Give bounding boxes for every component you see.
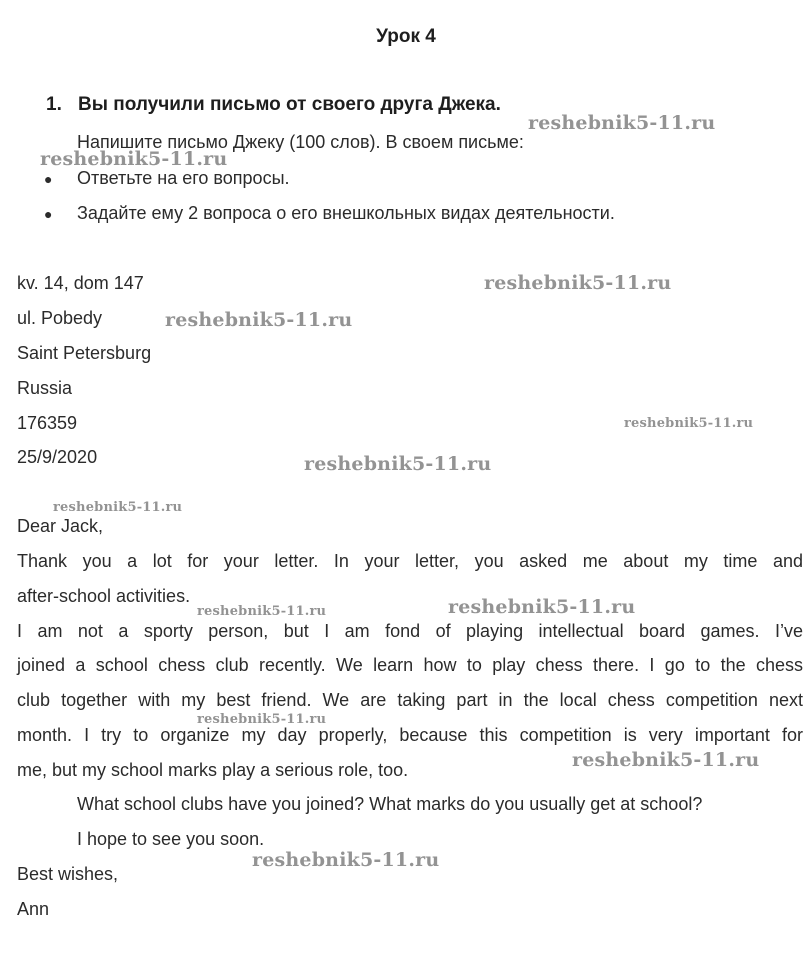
letter-line: joined a school chess club recently. We learn how to play chess there. I go to the chess (17, 655, 803, 675)
letter-line: club together with my best friend. We are taking part in the local chess competition next (17, 690, 803, 710)
letter-line: after-school activities. (17, 586, 191, 606)
letter-signature: Ann (17, 899, 50, 919)
letter-line: month. I try to organize my day properly, because this competition is very important for (17, 725, 803, 745)
task-instruction: Напишите письмо Джеку (100 слов). В своем письме: (77, 132, 524, 152)
bullet-icon: ● (44, 171, 53, 187)
task-bullet-2: Задайте ему 2 вопроса о его внешкольных видах деятельности. (77, 203, 615, 223)
watermark: reshebnik5-11.ru (252, 849, 440, 871)
letter-line: I hope to see you soon. (77, 829, 265, 849)
letter-closing: Best wishes, (17, 864, 119, 884)
letter-line: Thank you a lot for your letter. In your letter, you asked me about my time and (17, 551, 803, 571)
watermark: reshebnik5-11.ru (448, 596, 636, 618)
letter-greeting: Dear Jack, (17, 516, 104, 536)
watermark: reshebnik5-11.ru (624, 416, 754, 431)
letter-questions: What school clubs have you joined? What marks do you usually get at school? (77, 794, 703, 814)
watermark: reshebnik5-11.ru (572, 749, 760, 771)
letter-line: I am not a sporty person, but I am fond of playing intellectual board games. I’ve (17, 621, 803, 641)
address-line: ul. Pobedy (17, 308, 103, 328)
watermark: reshebnik5-11.ru (528, 112, 716, 134)
task-heading-text: Вы получили письмо от своего друга Джека. (78, 94, 501, 115)
watermark: reshebnik5-11.ru (197, 604, 327, 619)
watermark: reshebnik5-11.ru (165, 309, 353, 331)
address-line: kv. 14, dom 147 (17, 273, 144, 293)
page-title: Урок 4 (376, 26, 436, 47)
watermark: reshebnik5-11.ru (484, 272, 672, 294)
bullet-icon: ● (44, 206, 53, 222)
letter-line: me, but my school marks play a serious role, too. (17, 760, 409, 780)
watermark: reshebnik5-11.ru (53, 500, 183, 515)
watermark: reshebnik5-11.ru (304, 453, 492, 475)
task-bullet-1: Ответьте на его вопросы. (77, 168, 290, 188)
address-line: Russia (17, 378, 73, 398)
address-line: Saint Petersburg (17, 343, 152, 363)
watermark: reshebnik5-11.ru (197, 712, 327, 727)
task-number: 1. (46, 94, 62, 115)
task-heading (46, 94, 501, 116)
letter-date: 25/9/2020 (17, 447, 98, 467)
address-line: 176359 (17, 413, 78, 433)
watermark: reshebnik5-11.ru (40, 148, 228, 170)
